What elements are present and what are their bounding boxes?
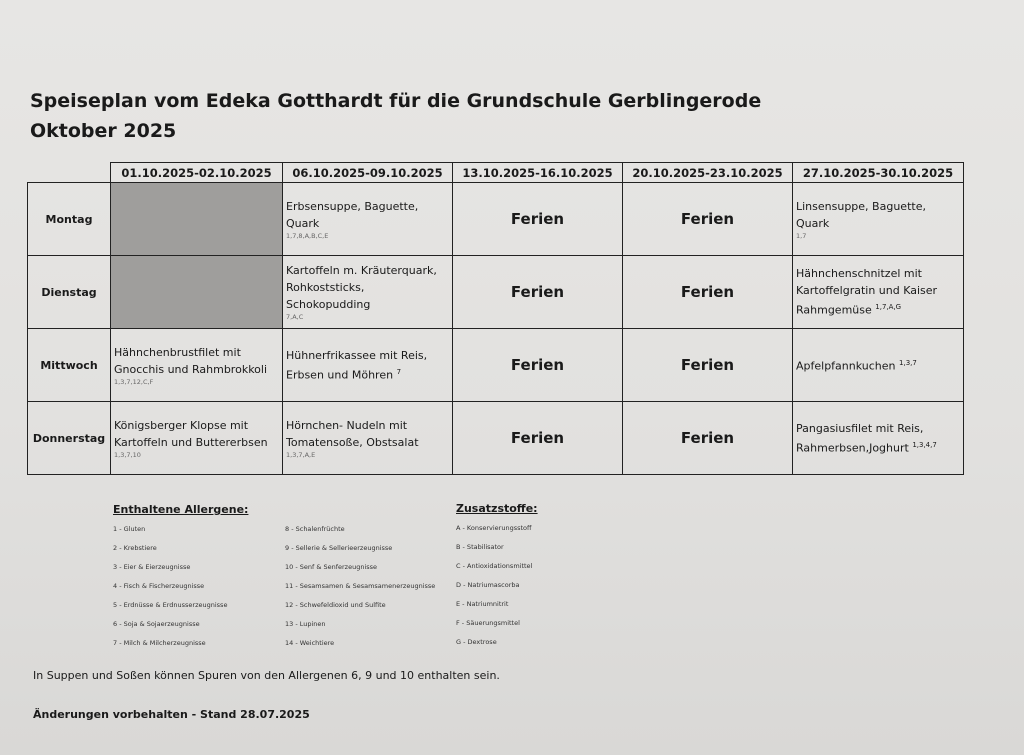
legend-item: 3 - Eier & Eierzeugnisse xyxy=(113,563,191,571)
allergen-codes: 1,7 xyxy=(796,231,807,240)
legend-item: 9 - Sellerie & Sellerieerzeugnisse xyxy=(285,544,393,552)
legend-item: 5 - Erdnüsse & Erdnusserzeugnisse xyxy=(113,601,228,609)
meal-text-line xyxy=(796,355,960,375)
meal-text-line xyxy=(286,364,449,384)
legend-item: F - Säuerungsmittel xyxy=(456,619,520,627)
meal-text: Hähnchenschnitzel mit xyxy=(796,267,922,281)
meal-plan-table xyxy=(27,162,964,475)
holiday-cell: Ferien xyxy=(623,402,793,475)
holiday-cell: Ferien xyxy=(453,402,623,475)
meal-cell xyxy=(283,402,453,475)
holiday-cell: Ferien xyxy=(453,329,623,402)
allergen-codes: 1,3,7,A,E xyxy=(286,450,316,459)
allergen-codes: 1,7,8,A,B,C,E xyxy=(286,231,329,240)
week-header: 27.10.2025-30.10.2025 xyxy=(793,163,964,183)
legend-item: 8 - Schalenfrüchte xyxy=(285,525,345,533)
legend-item: B - Stabilisator xyxy=(456,543,504,551)
meal-text: Apfelpfannkuchen xyxy=(796,359,896,373)
legend-item: 10 - Senf & Senferzeugnisse xyxy=(285,563,378,571)
allergen-codes-sup: 7 xyxy=(396,367,402,376)
week-header: 13.10.2025-16.10.2025 xyxy=(453,163,623,183)
allergens-heading: Enthaltene Allergene: xyxy=(113,503,249,516)
meal-text: Hörnchen- Nudeln mit xyxy=(286,418,408,432)
legend-item: G - Dextrose xyxy=(456,638,497,646)
day-label: Montag xyxy=(28,183,111,256)
meal-text: Kartoffeln und Buttererbsen xyxy=(114,435,268,449)
legend-item: 13 - Lupinen xyxy=(285,620,326,628)
allergen-codes-sup: 1,7,A,G xyxy=(875,303,902,312)
legend-item: A - Konservierungsstoff xyxy=(456,524,532,532)
legend-item: 7 - Milch & Milcherzeugnisse xyxy=(113,639,206,647)
meal-cell xyxy=(793,402,964,475)
day-label: Donnerstag xyxy=(28,402,111,475)
allergen-codes: 1,3,7,12,C,F xyxy=(114,377,154,386)
meal-cell xyxy=(283,183,453,256)
meal-cell xyxy=(111,402,283,475)
header-corner xyxy=(28,163,111,183)
holiday-cell: Ferien xyxy=(453,256,623,329)
meal-text: Pangasiusfilet mit Reis, xyxy=(796,421,924,435)
meal-cell xyxy=(793,183,964,256)
meal-text: Tomatensoße, Obstsalat xyxy=(286,435,419,449)
allergen-codes: 1,3,7,10 xyxy=(114,450,141,459)
day-row xyxy=(28,183,964,256)
legend-item: 14 - Weichtiere xyxy=(285,639,335,647)
page-title: Speiseplan vom Edeka Gotthardt für die Grundschule Gerblingerode xyxy=(30,90,762,112)
holiday-cell: Ferien xyxy=(623,183,793,256)
meal-text: Linsensuppe, Baguette, Quark xyxy=(796,199,926,230)
blocked-cell xyxy=(111,256,283,329)
meal-text-line xyxy=(796,437,960,457)
legend-item: 12 - Schwefeldioxid und Sulfite xyxy=(285,601,386,609)
day-label: Mittwoch xyxy=(28,329,111,402)
meal-text: Hühnerfrikassee mit Reis, xyxy=(286,348,428,362)
meal-text: Rohkoststicks, Schokopudding xyxy=(286,281,371,311)
legend-item: D - Natriumascorba xyxy=(456,581,520,589)
allergen-codes-sup: 1,3,4,7 xyxy=(912,440,937,449)
allergen-codes: 7,A,C xyxy=(286,313,304,321)
meal-text: Königsberger Klopse mit xyxy=(114,418,249,432)
day-label: Dienstag xyxy=(28,256,111,329)
meal-cell xyxy=(283,329,453,402)
meal-text: Gnocchis und Rahmbrokkoli xyxy=(114,362,268,376)
meal-cell xyxy=(283,256,453,329)
day-row xyxy=(28,256,964,329)
meal-text: Rahmgemüse xyxy=(796,303,872,317)
meal-cell xyxy=(793,329,964,402)
meal-text-line xyxy=(796,299,960,319)
legend-item: 11 - Sesamsamen & Sesamsamenerzeugnisse xyxy=(285,582,436,590)
holiday-cell: Ferien xyxy=(623,256,793,329)
meal-text: Erbsensuppe, Baguette, Quark xyxy=(286,199,419,230)
legend-item: 2 - Krebstiere xyxy=(113,544,157,552)
blocked-cell xyxy=(111,183,283,256)
traces-note: In Suppen und Soßen können Spuren von den Allergenen 6, 9 und 10 enthalten sein. xyxy=(33,669,500,682)
day-row xyxy=(28,329,964,402)
holiday-cell: Ferien xyxy=(623,329,793,402)
week-header: 06.10.2025-09.10.2025 xyxy=(283,163,453,183)
allergen-codes-sup: 1,3,7 xyxy=(899,359,917,368)
meal-text: Kartoffeln m. Kräuterquark, xyxy=(286,264,437,277)
week-header: 01.10.2025-02.10.2025 xyxy=(111,163,283,183)
legend-item: 6 - Soja & Sojaerzeugnisse xyxy=(113,620,200,628)
meal-text: Erbsen und Möhren xyxy=(286,368,394,382)
changes-note: Änderungen vorbehalten - Stand 28.07.2025 xyxy=(33,708,310,721)
holiday-cell: Ferien xyxy=(453,183,623,256)
meal-cell xyxy=(111,329,283,402)
meal-cell xyxy=(793,256,964,329)
legend-item: 4 - Fisch & Fischerzeugnisse xyxy=(113,582,205,590)
legend-item: E - Natriumnitrit xyxy=(456,600,509,608)
week-header: 20.10.2025-23.10.2025 xyxy=(623,163,793,183)
meal-text: Kartoffelgratin und Kaiser xyxy=(796,284,938,298)
legend-item: C - Antioxidationsmittel xyxy=(456,562,533,570)
additives-heading: Zusatzstoffe: xyxy=(456,502,538,515)
meal-text: Hähnchenbrustfilet mit xyxy=(114,345,241,359)
day-row xyxy=(28,402,964,475)
page-subtitle-month: Oktober 2025 xyxy=(30,120,177,142)
meal-text: Rahmerbsen,Joghurt xyxy=(796,441,909,455)
legend-item: 1 - Gluten xyxy=(113,525,146,533)
